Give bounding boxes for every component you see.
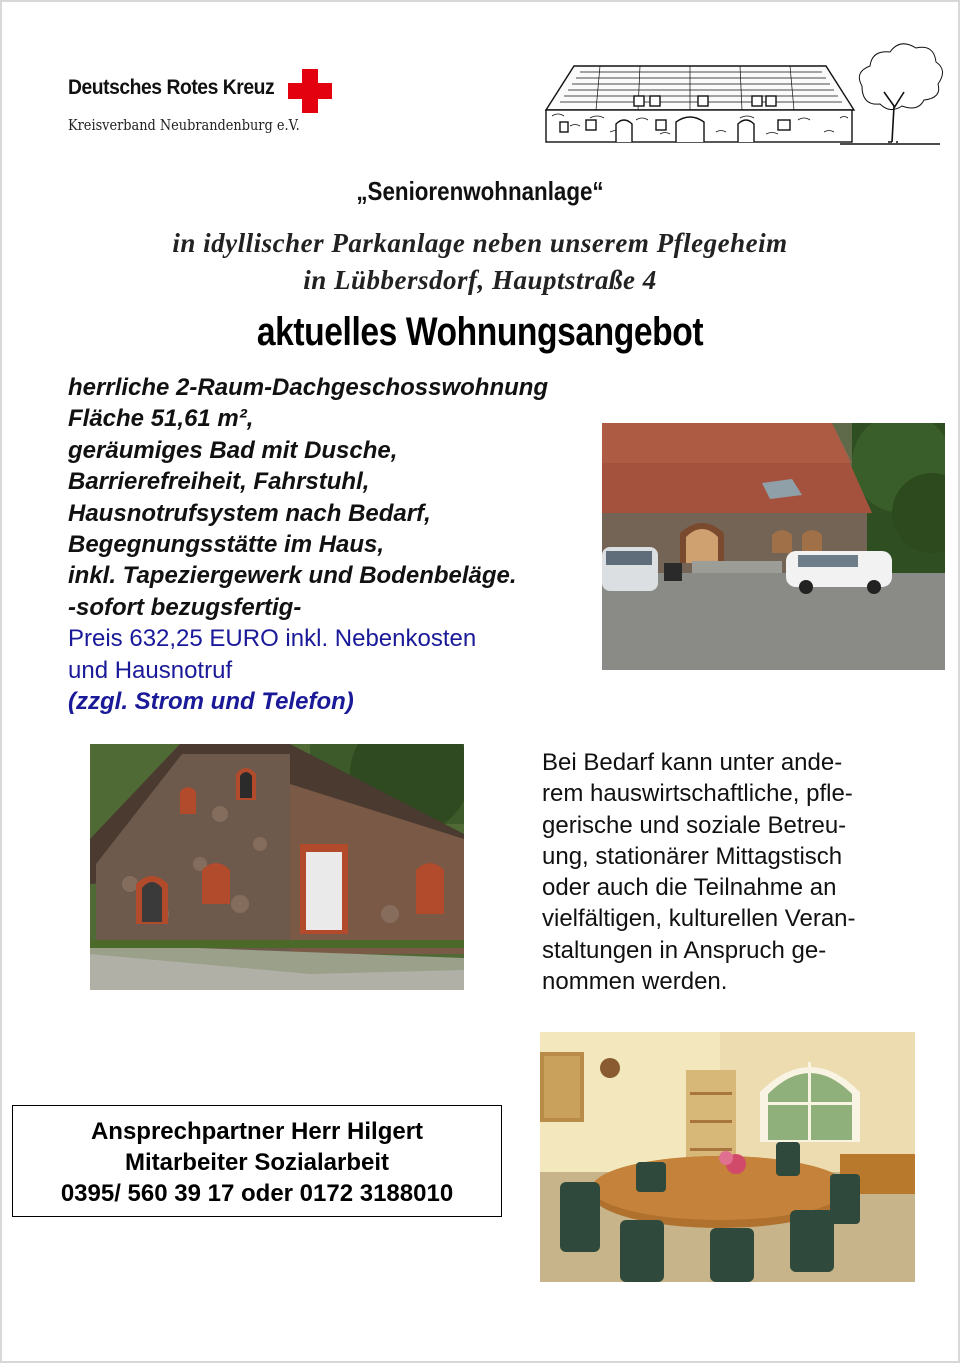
org-name: Deutsches Rotes Kreuz [68, 76, 275, 99]
building-sketch-image [540, 36, 946, 148]
stone-building-photo [90, 744, 464, 990]
services-paragraph [542, 747, 922, 997]
services-line: nommen werden. [542, 968, 728, 996]
price-line: und Hausnotruf [68, 656, 233, 684]
org-subtitle: Kreisverband Neubrandenburg e.V. [68, 116, 300, 134]
services-line: ung, stationärer Mittagstisch [542, 842, 843, 870]
detail-line: Fläche 51,61 m², [68, 405, 254, 433]
apartment-details [68, 372, 608, 717]
services-line: gerische und soziale Betreu- [542, 811, 847, 839]
detail-line: inkl. Tapeziergewerk und Bodenbeläge. [68, 562, 517, 590]
detail-line: Barrierefreiheit, Fahrstuhl, [68, 468, 370, 496]
services-line: vielfältigen, kulturellen Veran- [542, 905, 856, 933]
detail-line: Hausnotrufsystem nach Bedarf, [68, 499, 431, 527]
services-line: oder auch die Teilnahme an [542, 874, 837, 902]
subtitle-line-1: in idyllischer Parkanlage neben unserem Pflegeheim [172, 228, 788, 258]
contact-role: Mitarbeiter Sozialarbeit [124, 1149, 390, 1176]
detail-line: Begegnungsstätte im Haus, [68, 531, 385, 559]
contact-phone: 0395/ 560 39 17 oder 0172 3188010 [60, 1180, 454, 1207]
headline: aktuelles Wohnungsangebot [256, 310, 704, 354]
title-quote: „Seniorenwohnanlage“ [356, 176, 604, 206]
detail-line: herrliche 2-Raum-Dachgeschosswohnung [68, 374, 549, 401]
courtyard-photo [602, 423, 945, 670]
red-cross-icon [288, 69, 332, 113]
services-line: rem hauswirtschaftliche, pfle- [542, 780, 853, 808]
dining-room-photo [540, 1032, 915, 1282]
price-line: Preis 632,25 EURO inkl. Nebenkosten [68, 625, 477, 653]
contact-box [12, 1105, 502, 1217]
detail-line: -sofort bezugsfertig- [68, 593, 302, 621]
services-line: staltungen in Anspruch ge- [542, 936, 827, 964]
price-extra: (zzgl. Strom und Telefon) [68, 688, 354, 716]
contact-person: Ansprechpartner Herr Hilgert [90, 1118, 424, 1145]
detail-line: geräumiges Bad mit Dusche, [68, 436, 398, 464]
subtitle-line-2: in Lübbersdorf, Hauptstraße 4 [303, 265, 657, 295]
services-line: Bei Bedarf kann unter ande- [542, 749, 843, 776]
